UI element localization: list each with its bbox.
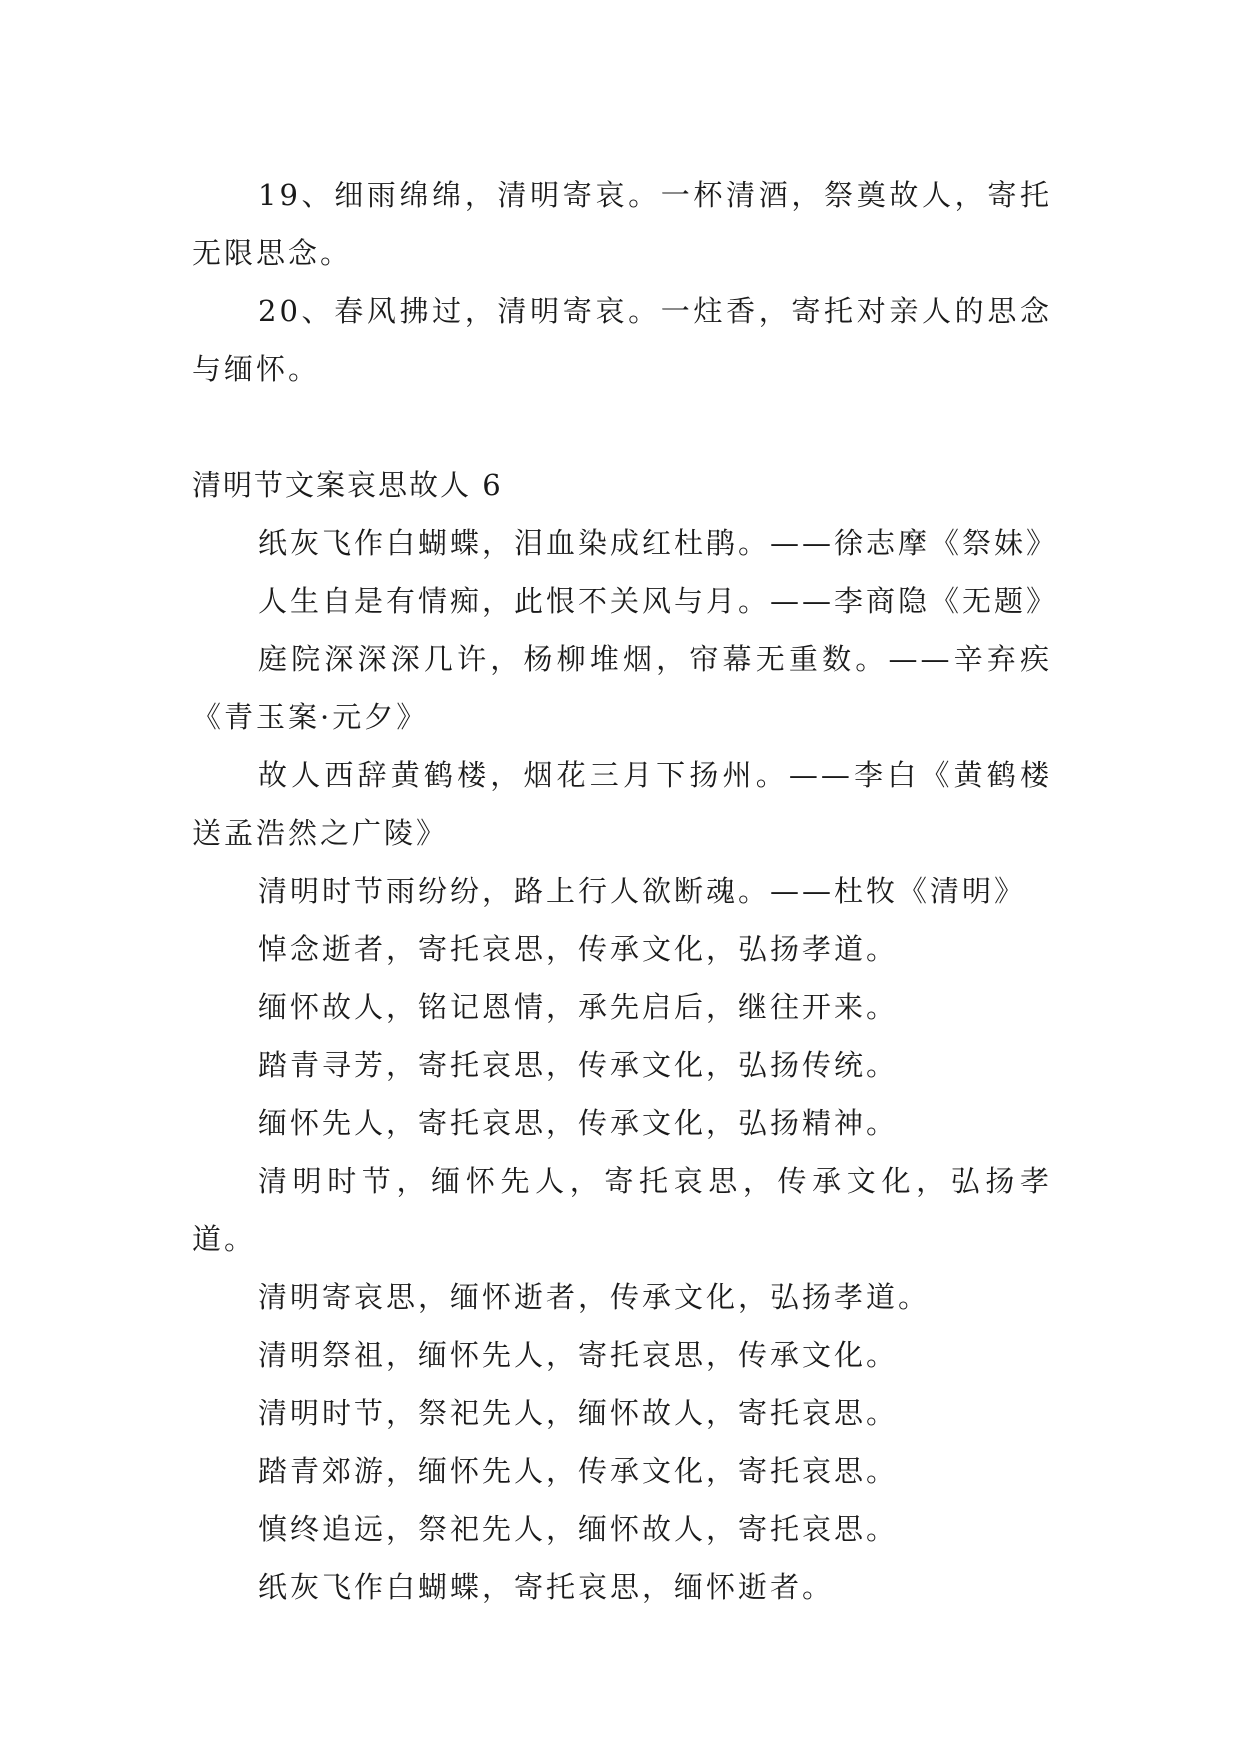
text-paragraph: 缅怀故人，铭记恩情，承先启后，继往开来。 [258, 990, 899, 1024]
text-paragraph: 慎终追远，祭祀先人，缅怀故人，寄托哀思。 [258, 1512, 899, 1546]
document-page [192, 166, 1059, 1616]
section-spacer [192, 398, 1052, 456]
quote-paragraph: 清明时节雨纷纷，路上行人欲断魂。——杜牧《清明》 [258, 874, 1027, 908]
text-paragraph: 清明寄哀思，缅怀逝者，传承文化，弘扬孝道。 [258, 1280, 931, 1314]
quote-paragraph: 人生自是有情痴，此恨不关风与月。——李商隐《无题》 [258, 584, 1059, 618]
section-heading: 清明节文案哀思故人 6 [192, 468, 503, 502]
text-paragraph: 清明祭祖，缅怀先人，寄托哀思，传承文化。 [258, 1338, 899, 1372]
quote-paragraph: 纸灰飞作白蝴蝶，泪血染成红杜鹃。——徐志摩《祭妹》 [258, 526, 1059, 560]
paragraph-19: 19、细雨绵绵，清明寄哀。一杯清酒，祭奠故人，寄托无限思念。 [192, 178, 1052, 270]
text-paragraph: 缅怀先人，寄托哀思，传承文化，弘扬精神。 [258, 1106, 899, 1140]
text-paragraph: 踏青郊游，缅怀先人，传承文化，寄托哀思。 [258, 1454, 899, 1488]
text-paragraph: 纸灰飞作白蝴蝶，寄托哀思，缅怀逝者。 [258, 1570, 835, 1604]
text-paragraph: 清明时节，缅怀先人，寄托哀思，传承文化，弘扬孝道。 [192, 1164, 1052, 1256]
quote-paragraph: 庭院深深深几许，杨柳堆烟，帘幕无重数。——辛弃疾《青玉案·元夕》 [192, 642, 1052, 734]
text-paragraph: 悼念逝者，寄托哀思，传承文化，弘扬孝道。 [258, 932, 899, 966]
text-paragraph: 清明时节，祭祀先人，缅怀故人，寄托哀思。 [258, 1396, 899, 1430]
quote-paragraph: 故人西辞黄鹤楼，烟花三月下扬州。——李白《黄鹤楼送孟浩然之广陵》 [192, 758, 1052, 850]
paragraph-20: 20、春风拂过，清明寄哀。一炷香，寄托对亲人的思念与缅怀。 [192, 294, 1052, 386]
text-paragraph: 踏青寻芳，寄托哀思，传承文化，弘扬传统。 [258, 1048, 899, 1082]
